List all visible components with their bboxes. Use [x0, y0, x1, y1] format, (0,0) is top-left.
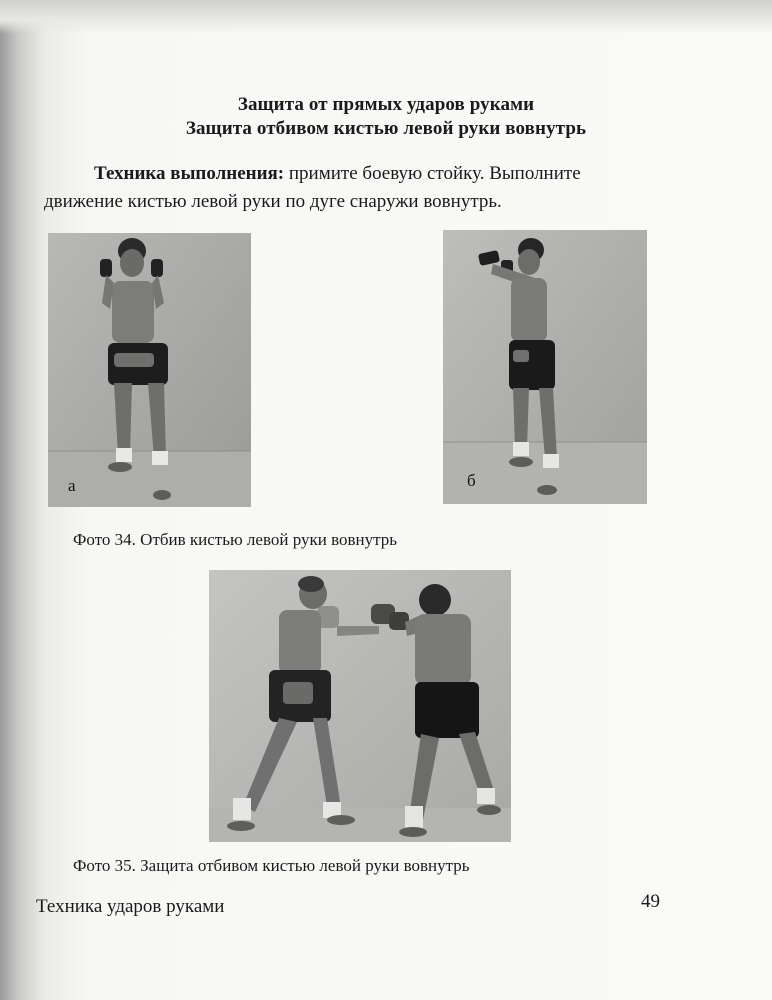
- photo-34a-label: а: [68, 476, 76, 495]
- page-top-shadow: [0, 0, 772, 34]
- section-heading: Защита от прямых ударов руками: [237, 94, 535, 115]
- technique-text-1: примите боевую стойку. Выполните: [284, 163, 581, 184]
- photo-34b-label: б: [467, 471, 476, 490]
- running-footer: Техника ударов руками: [36, 896, 225, 917]
- photo-34a: [48, 233, 251, 507]
- photo-34b: [443, 230, 647, 504]
- section-subheading: Защита отбивом кистью левой руки вовнутрь: [185, 118, 587, 139]
- photo-35: [209, 570, 511, 842]
- technique-paragraph-line1: [46, 160, 676, 188]
- caption-photo-35: Фото 35. Защита отбивом кистью левой руки вовнутрь: [73, 856, 470, 875]
- technique-lead: Техника выполнения:: [94, 163, 285, 184]
- technique-paragraph-line2: движение кистью левой руки по дуге снаружи вовнутрь.: [44, 191, 502, 212]
- page-number: 49: [641, 891, 660, 912]
- caption-photo-34: Фото 34. Отбив кистью левой руки вовнутрь: [73, 530, 398, 549]
